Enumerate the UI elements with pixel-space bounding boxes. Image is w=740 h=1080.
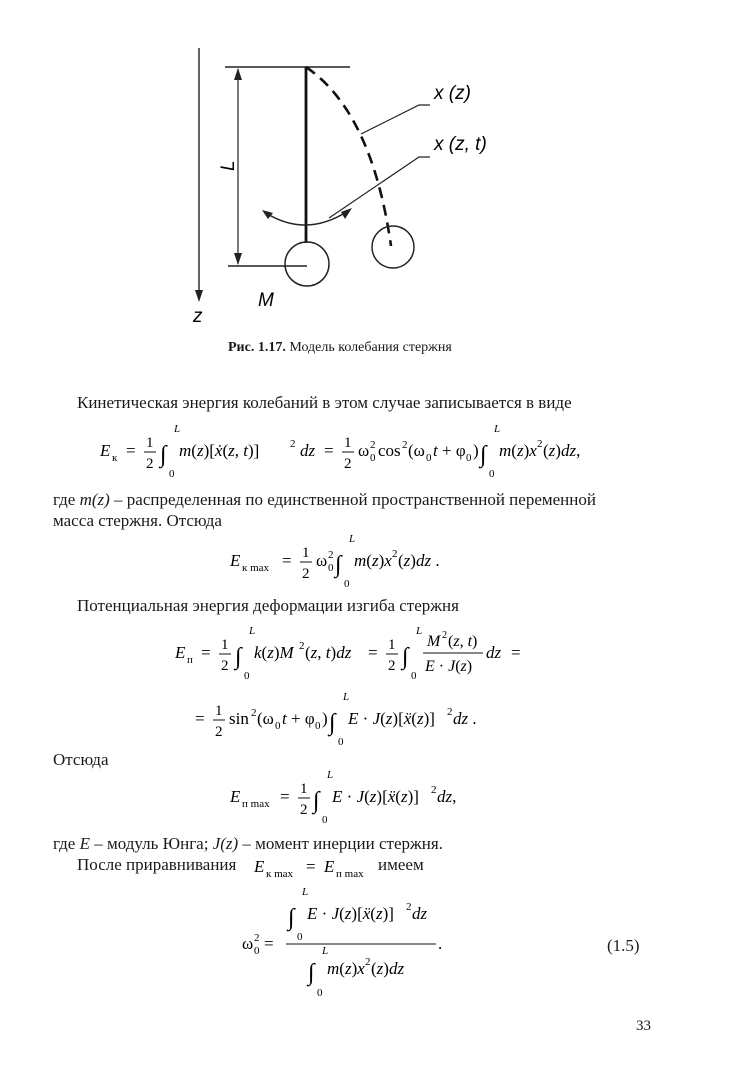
- svg-text:0: 0: [328, 562, 334, 574]
- label-axis-z: z: [193, 306, 203, 327]
- svg-text:2: 2: [402, 439, 408, 451]
- svg-text:L: L: [302, 886, 309, 898]
- svg-text:0: 0: [344, 578, 350, 590]
- svg-text:∫: ∫: [160, 442, 167, 468]
- svg-text:L: L: [343, 691, 350, 703]
- svg-text:1: 1: [388, 637, 396, 653]
- svg-text:0: 0: [426, 452, 432, 464]
- svg-text:2: 2: [344, 456, 352, 472]
- svg-text:): ): [473, 441, 479, 460]
- svg-text:0: 0: [275, 720, 281, 732]
- svg-text:2: 2: [406, 901, 412, 913]
- svg-text:t + φ: t + φ: [433, 441, 466, 460]
- svg-text:2: 2: [537, 438, 543, 450]
- mass-deflected: [372, 226, 414, 268]
- svg-text:dz .: dz .: [453, 709, 477, 728]
- symbol-mz: m(z): [79, 490, 110, 509]
- svg-text:): ): [322, 709, 328, 728]
- svg-text:(z)dz: (z)dz: [371, 959, 405, 978]
- svg-text:L: L: [322, 945, 329, 957]
- svg-text:0: 0: [370, 452, 376, 464]
- svg-text:2: 2: [392, 548, 398, 560]
- paragraph-mass: [53, 490, 596, 510]
- svg-text:0: 0: [169, 468, 175, 480]
- svg-text:(z, t)dz: (z, t)dz: [305, 643, 352, 662]
- svg-text:=: =: [280, 787, 290, 806]
- svg-text:2: 2: [365, 956, 371, 968]
- svg-text:=: =: [306, 857, 316, 876]
- svg-text:2: 2: [370, 439, 376, 451]
- equation-kinetic-max: [220, 528, 500, 590]
- svg-text:(z)dz,: (z)dz,: [543, 441, 581, 460]
- svg-text:m(z)x: m(z)x: [354, 551, 392, 570]
- svg-text:0: 0: [254, 945, 260, 957]
- svg-text:2: 2: [300, 802, 308, 818]
- label-xzt: x (z, t): [434, 134, 487, 155]
- svg-text:2: 2: [221, 658, 229, 674]
- svg-text:2: 2: [388, 658, 396, 674]
- svg-text:E: E: [254, 857, 265, 876]
- svg-text:(z, t): (z, t): [448, 633, 478, 650]
- svg-text:.: .: [438, 934, 443, 953]
- svg-text:=: =: [201, 643, 211, 662]
- svg-text:п max: п max: [242, 798, 270, 810]
- svg-text:sin: sin: [229, 709, 249, 728]
- svg-text:∫: ∫: [402, 644, 409, 670]
- svg-text:0: 0: [489, 468, 495, 480]
- svg-text:2: 2: [254, 932, 260, 944]
- svg-text:=: =: [324, 441, 334, 460]
- svg-text:п: п: [187, 654, 193, 666]
- svg-text:E: E: [324, 857, 335, 876]
- paragraph-mass-cont: масса стержня. Отсюда: [53, 511, 222, 530]
- figure-rod-oscillation: [0, 0, 740, 340]
- svg-text:E: E: [230, 787, 241, 806]
- svg-text:E: E: [230, 551, 241, 570]
- svg-text:E · J(z)[ẍ(z)]: E · J(z)[ẍ(z)]: [348, 709, 435, 728]
- svg-text:E · J(z): E · J(z): [425, 658, 473, 675]
- svg-text:к max: к max: [266, 868, 294, 880]
- equation-omega: [230, 880, 470, 1010]
- svg-text:M: M: [427, 633, 441, 650]
- svg-text:L: L: [494, 423, 501, 435]
- svg-text:∫: ∫: [335, 552, 342, 578]
- swing-arrow-right-icon: [341, 208, 352, 219]
- text-where-2: где: [53, 834, 76, 853]
- caption-number: Рис. 1.17.: [228, 340, 286, 355]
- svg-text:=: =: [264, 934, 274, 953]
- text-where: где: [53, 490, 76, 509]
- svg-text:∫: ∫: [235, 644, 242, 670]
- symbol-E: E: [79, 834, 90, 853]
- equation-kinetic-energy: [90, 418, 610, 482]
- svg-text:0: 0: [317, 987, 323, 999]
- equation-potential-1: [165, 620, 545, 686]
- svg-text:E · J(z)[ẍ(z)]: E · J(z)[ẍ(z)]: [332, 787, 419, 806]
- symbol-Jz: J(z): [212, 834, 239, 853]
- label-xz: x (z): [434, 83, 471, 104]
- deflected-shape-dashed: [306, 67, 391, 246]
- svg-text:0: 0: [297, 931, 303, 943]
- svg-text:L: L: [327, 769, 334, 781]
- svg-text:2: 2: [251, 707, 257, 719]
- svg-text:1: 1: [221, 637, 229, 653]
- svg-text:E · J(z)[ẍ(z)]: E · J(z)[ẍ(z)]: [307, 904, 394, 923]
- paragraph-potential: Потенциальная энергия деформации изгиба стержня: [77, 596, 459, 615]
- svg-text:m(z)x: m(z)x: [327, 959, 365, 978]
- svg-text:=: =: [511, 643, 521, 662]
- equation-number: (1.5): [607, 936, 640, 955]
- svg-text:=: =: [368, 643, 378, 662]
- svg-text:2: 2: [215, 724, 223, 740]
- equation-potential-max: [220, 764, 490, 826]
- svg-text:2: 2: [299, 640, 305, 652]
- svg-text:0: 0: [322, 814, 328, 826]
- svg-text:(ω: (ω: [408, 441, 425, 460]
- svg-text:0: 0: [466, 452, 472, 464]
- dimension-arrow-down-icon: [234, 253, 242, 265]
- paragraph-hence: Отсюда: [53, 750, 109, 769]
- svg-text:dz,: dz,: [437, 787, 457, 806]
- svg-text:2: 2: [290, 438, 296, 450]
- label-M: M: [258, 290, 274, 311]
- swing-arrow-left-icon: [262, 210, 273, 219]
- text-young-modulus: – модуль Юнга;: [94, 834, 209, 853]
- svg-text:2: 2: [431, 784, 437, 796]
- svg-text:2: 2: [328, 549, 334, 561]
- svg-text:к: к: [112, 452, 118, 464]
- svg-text:2: 2: [146, 456, 154, 472]
- svg-text:E: E: [100, 441, 111, 460]
- svg-text:к max: к max: [242, 562, 270, 574]
- dimension-arrow-up-icon: [234, 68, 242, 80]
- svg-text:0: 0: [338, 736, 344, 748]
- svg-text:ω: ω: [242, 934, 254, 953]
- svg-text:0: 0: [411, 670, 417, 682]
- caption-text: Модель колебания стержня: [289, 340, 452, 355]
- svg-text:cos: cos: [378, 441, 401, 460]
- svg-text:L: L: [249, 625, 256, 637]
- svg-text:m(z)x: m(z)x: [499, 441, 537, 460]
- svg-text:dz: dz: [412, 904, 428, 923]
- svg-text:L: L: [174, 423, 181, 435]
- svg-text:=: =: [282, 551, 292, 570]
- svg-text:п max: п max: [336, 868, 364, 880]
- svg-text:∫: ∫: [308, 960, 315, 986]
- leader-line-xz: [361, 105, 430, 134]
- svg-text:dz: dz: [300, 441, 316, 460]
- text-moment-inertia: – момент инерции стержня.: [242, 834, 443, 853]
- text-after-equating: После приравнивания: [77, 855, 237, 874]
- svg-text:m(z)[ẋ(z, t)]: m(z)[ẋ(z, t)]: [179, 441, 260, 460]
- paragraph-equating: [77, 855, 236, 875]
- svg-text:t + φ: t + φ: [282, 709, 315, 728]
- figure-caption: [228, 340, 452, 356]
- mass-rest: [285, 242, 329, 286]
- svg-text:k(z)M: k(z)M: [254, 643, 294, 662]
- svg-text:1: 1: [300, 781, 308, 797]
- svg-text:2: 2: [302, 566, 310, 582]
- svg-text:E: E: [175, 643, 186, 662]
- svg-text:(z)dz .: (z)dz .: [398, 551, 440, 570]
- paragraph-kinetic: Кинетическая энергия колебаний в этом случае записывается в виде: [77, 393, 572, 412]
- svg-text:1: 1: [146, 435, 154, 451]
- svg-text:1: 1: [215, 703, 223, 719]
- svg-text:L: L: [416, 625, 423, 637]
- z-axis-arrow-icon: [195, 290, 203, 302]
- page-number: 33: [636, 1018, 651, 1034]
- svg-text:∫: ∫: [480, 442, 487, 468]
- svg-text:=: =: [195, 709, 205, 728]
- text-we-have: имеем: [378, 855, 424, 874]
- svg-text:dz: dz: [486, 643, 502, 662]
- label-L: L: [218, 160, 239, 171]
- svg-text:1: 1: [302, 545, 310, 561]
- svg-text:ω: ω: [316, 551, 328, 570]
- svg-text:2: 2: [442, 630, 447, 641]
- text-mass-description: – распределенная по единственной пространственной переменной: [114, 490, 596, 509]
- svg-text:2: 2: [447, 706, 453, 718]
- svg-text:∫: ∫: [313, 788, 320, 814]
- svg-text:ω: ω: [358, 441, 370, 460]
- paragraph-young: [53, 834, 443, 854]
- equation-potential-2: [185, 686, 515, 748]
- svg-text:0: 0: [315, 720, 321, 732]
- svg-text:0: 0: [244, 670, 250, 682]
- svg-text:∫: ∫: [329, 710, 336, 736]
- svg-text:(ω: (ω: [257, 709, 274, 728]
- svg-text:∫: ∫: [288, 905, 295, 931]
- svg-text:=: =: [126, 441, 136, 460]
- svg-text:L: L: [349, 533, 356, 545]
- svg-text:1: 1: [344, 435, 352, 451]
